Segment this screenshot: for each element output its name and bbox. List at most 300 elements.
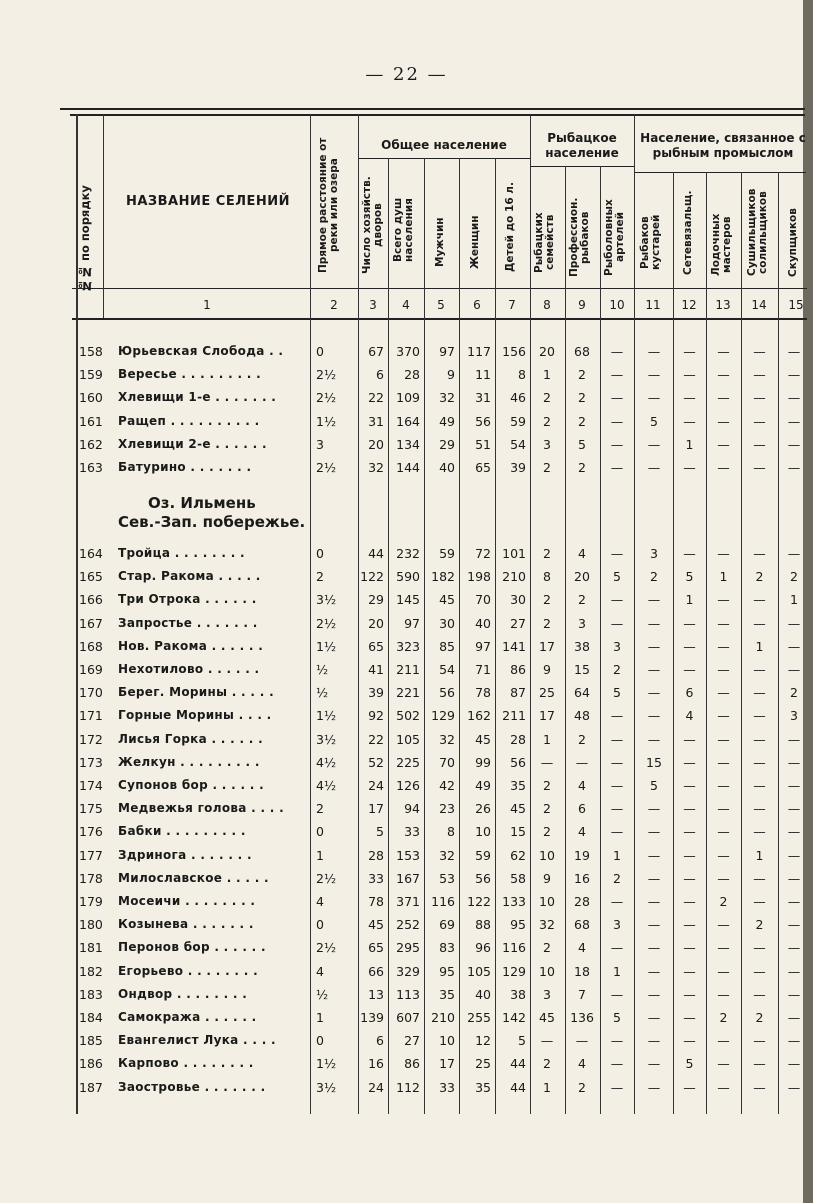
table-cell: 133: [502, 894, 526, 909]
header-buyers: Скупщиков: [787, 208, 799, 277]
table-cell: 6: [578, 801, 586, 817]
table-cell: —: [647, 1033, 661, 1049]
table-cell: 4: [578, 824, 586, 840]
table-cell: 95: [510, 917, 526, 933]
table-cell: —: [787, 1010, 801, 1025]
table-cell: 9: [447, 367, 455, 383]
table-cell: 3: [613, 638, 621, 654]
table-cell: 67: [368, 344, 384, 359]
table-cell: —: [647, 870, 661, 886]
row-number: 178: [79, 870, 103, 886]
table-cell: 59: [439, 546, 455, 561]
table-cell: —: [683, 662, 696, 677]
table-cell: 1: [316, 847, 324, 863]
table-cell: —: [787, 824, 801, 840]
table-cell: 144: [396, 460, 420, 475]
table-cell: —: [787, 344, 801, 359]
table-cell: —: [717, 344, 730, 359]
table-cell: 10: [539, 894, 555, 909]
table-cell: —: [753, 731, 766, 747]
table-cell: 1½: [316, 413, 337, 429]
row-number: 167: [79, 615, 103, 631]
table-cell: 2: [613, 662, 621, 677]
table-cell: —: [647, 917, 661, 933]
table-cell: —: [610, 460, 624, 475]
table-cell: 10: [439, 1033, 455, 1049]
table-cell: 38: [510, 986, 526, 1002]
table-cell: 35: [439, 986, 455, 1002]
header-boat: Лодочных мастеров: [710, 213, 733, 277]
settlement-name: Милославское . . . . .: [118, 870, 269, 885]
header-fish-families: Рыбацких семейств: [533, 212, 556, 273]
table-cell: —: [610, 801, 624, 817]
table-row: [0, 588, 813, 612]
table-cell: 16: [574, 870, 590, 886]
table-row: [0, 936, 813, 960]
table-cell: —: [683, 1010, 696, 1025]
table-cell: —: [683, 413, 696, 429]
table-cell: 39: [368, 685, 384, 701]
table-cell: —: [610, 592, 624, 608]
table-cell: 16: [368, 1056, 384, 1072]
general-group-rule: [358, 158, 530, 159]
table-cell: —: [753, 754, 766, 770]
table-cell: 5: [518, 1033, 526, 1049]
row-number: 183: [79, 986, 103, 1002]
table-cell: 5: [685, 569, 694, 585]
table-cell: 2: [578, 413, 586, 429]
table-cell: —: [647, 894, 661, 909]
settlement-name: Горные Морины . . . .: [118, 708, 272, 723]
table-cell: 13: [368, 986, 384, 1002]
table-cell: 2: [578, 592, 586, 608]
table-cell: 40: [475, 615, 491, 631]
table-cell: —: [610, 367, 624, 383]
table-cell: 145: [396, 592, 420, 608]
table-cell: —: [753, 436, 766, 452]
table-cell: 69: [439, 917, 455, 933]
table-cell: —: [647, 1010, 661, 1025]
settlement-name: Нехотилово . . . . . .: [118, 662, 260, 676]
table-cell: 2: [543, 615, 551, 631]
table-cell: —: [787, 870, 801, 886]
table-cell: 1: [543, 731, 551, 747]
table-cell: 42: [439, 778, 455, 793]
table-cell: —: [610, 778, 624, 793]
table-cell: —: [787, 986, 801, 1002]
settlement-name: Бабки . . . . . . . . .: [118, 824, 246, 839]
table-cell: —: [717, 460, 730, 475]
table-cell: 2: [578, 367, 586, 383]
table-cell: 56: [475, 870, 491, 886]
table-cell: 2: [543, 460, 551, 475]
table-cell: 78: [475, 685, 491, 701]
table-cell: 97: [404, 615, 420, 631]
table-cell: 59: [475, 847, 491, 863]
row-number: 174: [79, 778, 103, 793]
table-cell: —: [647, 662, 661, 677]
table-cell: 24: [368, 1079, 384, 1095]
settlement-name: Батурино . . . . . . .: [118, 460, 252, 474]
settlement-name: Стар. Ракома . . . . .: [118, 569, 261, 584]
table-cell: 2: [543, 1056, 551, 1072]
table-cell: —: [787, 436, 801, 452]
row-number: 169: [79, 662, 103, 677]
table-cell: —: [683, 1033, 696, 1049]
table-cell: —: [647, 824, 661, 840]
header-related: Население, связанное с рыбным промыслом: [640, 131, 806, 160]
header-kustar: Рыбаков кустарей: [639, 214, 662, 271]
table-cell: 0: [316, 344, 324, 359]
table-cell: 2: [719, 894, 728, 909]
table-cell: 28: [404, 367, 420, 383]
table-cell: —: [610, 894, 624, 909]
table-cell: 607: [396, 1010, 420, 1025]
table-row: [0, 1006, 813, 1030]
table-cell: —: [787, 940, 801, 956]
row-number: 163: [79, 460, 103, 475]
table-cell: —: [610, 708, 624, 724]
table-row: [0, 612, 813, 636]
table-row: [0, 913, 813, 937]
table-cell: —: [683, 894, 696, 909]
row-number: 160: [79, 390, 103, 406]
table-cell: 4½: [316, 778, 337, 793]
table-cell: —: [717, 436, 730, 452]
col-number: 11: [645, 298, 661, 312]
table-cell: 46: [510, 390, 526, 406]
settlement-name: Заостровье . . . . . . .: [118, 1079, 266, 1094]
table-row: [0, 890, 813, 914]
table-cell: 3: [578, 615, 586, 631]
table-cell: 32: [439, 847, 455, 863]
table-cell: —: [540, 754, 554, 770]
table-cell: 26: [475, 801, 491, 817]
table-cell: —: [647, 801, 661, 817]
table-cell: 4: [316, 894, 324, 909]
table-cell: 153: [396, 847, 420, 863]
table-cell: 33: [439, 1079, 455, 1095]
table-cell: 2: [578, 460, 586, 475]
table-cell: 2: [790, 569, 798, 585]
table-cell: —: [717, 847, 730, 863]
table-cell: —: [717, 1079, 730, 1095]
table-cell: —: [717, 778, 730, 793]
table-cell: 141: [502, 638, 526, 654]
table-cell: 116: [431, 894, 455, 909]
table-cell: 49: [439, 413, 455, 429]
table-cell: 134: [396, 436, 420, 452]
table-cell: —: [787, 367, 801, 383]
table-cell: —: [610, 754, 624, 770]
table-cell: 51: [475, 436, 491, 452]
table-row: [0, 456, 813, 480]
table-cell: —: [753, 685, 766, 701]
table-cell: —: [717, 367, 730, 383]
table-cell: 1: [316, 1010, 324, 1025]
table-cell: —: [787, 917, 801, 933]
table-cell: —: [647, 638, 661, 654]
table-cell: —: [683, 546, 696, 561]
row-number: 173: [79, 754, 103, 770]
row-number: 161: [79, 413, 103, 429]
table-cell: —: [717, 917, 730, 933]
table-cell: 3: [613, 917, 621, 933]
table-cell: —: [753, 778, 766, 793]
table-cell: —: [717, 685, 730, 701]
row-number: 186: [79, 1056, 103, 1072]
table-cell: 1½: [316, 638, 337, 654]
table-cell: —: [647, 940, 661, 956]
table-cell: 5: [650, 413, 658, 429]
table-cell: 40: [475, 986, 491, 1002]
table-cell: —: [717, 1056, 730, 1072]
table-cell: 1: [543, 367, 551, 383]
table-cell: —: [753, 708, 766, 724]
table-cell: —: [683, 638, 696, 654]
table-cell: —: [753, 592, 766, 608]
table-cell: —: [683, 367, 696, 383]
table-cell: 94: [404, 801, 420, 817]
table-cell: 1: [613, 963, 621, 979]
table-cell: —: [683, 778, 696, 793]
settlement-name: Ращеп . . . . . . . . . .: [118, 413, 260, 428]
table-cell: —: [753, 367, 766, 383]
table-cell: —: [610, 546, 624, 561]
table-row: [0, 565, 813, 589]
table-cell: —: [683, 986, 696, 1002]
table-cell: —: [647, 460, 661, 475]
table-cell: 8: [447, 824, 455, 840]
table-cell: —: [683, 460, 696, 475]
table-cell: —: [787, 778, 801, 793]
row-number: 185: [79, 1033, 103, 1049]
table-cell: 4: [578, 1056, 586, 1072]
table-cell: —: [787, 546, 801, 561]
table-cell: 122: [467, 894, 491, 909]
table-cell: 4½: [316, 754, 337, 770]
table-cell: 17: [439, 1056, 455, 1072]
table-cell: 5: [650, 778, 658, 793]
table-cell: —: [787, 615, 801, 631]
table-cell: —: [647, 1056, 661, 1072]
table-cell: 11: [475, 367, 491, 383]
settlement-name: Лисья Горка . . . . . .: [118, 731, 263, 746]
table-cell: 129: [431, 708, 455, 724]
row-number: 175: [79, 801, 103, 817]
table-cell: 211: [502, 708, 526, 724]
table-cell: 20: [368, 615, 384, 631]
table-cell: 17: [368, 801, 384, 817]
table-cell: 1: [755, 847, 764, 863]
table-cell: —: [787, 1056, 801, 1072]
table-cell: 54: [510, 436, 526, 452]
table-cell: —: [647, 344, 661, 359]
table-cell: —: [717, 824, 730, 840]
table-cell: 5: [613, 1010, 621, 1025]
table-cell: 41: [368, 662, 384, 677]
table-cell: 105: [396, 731, 420, 747]
table-cell: —: [717, 546, 730, 561]
table-cell: —: [787, 390, 801, 406]
table-row: [0, 774, 813, 798]
table-cell: 35: [510, 778, 526, 793]
table-cell: 72: [475, 546, 491, 561]
table-cell: —: [683, 917, 696, 933]
table-cell: 40: [439, 460, 455, 475]
settlement-name: Хлевищи 2-е . . . . . .: [118, 436, 267, 451]
table-cell: 210: [431, 1010, 455, 1025]
settlement-name: Тройца . . . . . . . .: [118, 546, 245, 560]
table-cell: 0: [316, 917, 324, 933]
table-cell: 122: [360, 569, 384, 585]
table-cell: 109: [396, 390, 420, 406]
table-cell: —: [647, 847, 661, 863]
row-number: 170: [79, 685, 103, 701]
header-distance: Прямое расстояние от реки или озера: [317, 137, 340, 273]
table-cell: —: [683, 824, 696, 840]
table-cell: 28: [368, 847, 384, 863]
table-cell: —: [787, 847, 801, 863]
table-cell: 2: [316, 801, 324, 817]
table-cell: —: [753, 824, 766, 840]
table-cell: 139: [360, 1010, 384, 1025]
table-cell: —: [753, 390, 766, 406]
table-cell: 56: [475, 413, 491, 429]
settlement-name: Берег. Морины . . . . .: [118, 685, 274, 700]
table-cell: —: [647, 615, 661, 631]
table-cell: 116: [502, 940, 526, 956]
table-cell: 198: [467, 569, 491, 585]
row-number: 176: [79, 824, 103, 840]
table-cell: 33: [368, 870, 384, 886]
table-cell: —: [753, 1056, 766, 1072]
settlement-name: Козынева . . . . . . .: [118, 917, 254, 932]
table-cell: 45: [510, 801, 526, 817]
row-number: 177: [79, 847, 103, 863]
table-cell: 2½: [316, 367, 337, 383]
table-cell: 3: [790, 708, 798, 724]
col-number: 14: [751, 298, 767, 312]
table-cell: 62: [510, 847, 526, 863]
settlement-name: Вересье . . . . . . . . .: [118, 367, 261, 382]
table-cell: 2½: [316, 615, 337, 631]
table-cell: 5: [613, 685, 621, 701]
table-cell: —: [610, 390, 624, 406]
table-cell: 71: [475, 662, 491, 677]
table-cell: —: [610, 615, 624, 631]
col-number: 10: [609, 298, 625, 312]
table-cell: —: [610, 986, 624, 1002]
table-cell: 2: [543, 778, 551, 793]
table-cell: 225: [396, 754, 420, 770]
table-cell: 1: [790, 592, 798, 608]
table-cell: —: [753, 662, 766, 677]
table-cell: 142: [502, 1010, 526, 1025]
col-number: 5: [437, 298, 445, 312]
col-number: 4: [402, 298, 410, 312]
table-cell: 31: [475, 390, 491, 406]
table-cell: 22: [368, 731, 384, 747]
header-netmakers: Сетевязальщ.: [682, 190, 694, 275]
settlement-name: Егорьево . . . . . . . .: [118, 963, 258, 978]
table-cell: —: [647, 731, 661, 747]
table-cell: 49: [475, 778, 491, 793]
table-cell: —: [787, 963, 801, 979]
settlement-name: Три Отрока . . . . . .: [118, 592, 257, 607]
table-cell: 3½: [316, 1079, 337, 1095]
table-cell: 24: [368, 778, 384, 793]
header-children: Детей до 16 л.: [504, 182, 516, 273]
table-cell: 10: [475, 824, 491, 840]
table-cell: 6: [376, 367, 384, 383]
table-cell: 54: [439, 662, 455, 677]
table-cell: 28: [574, 894, 590, 909]
table-row: [0, 340, 813, 364]
table-cell: 2: [719, 1010, 728, 1025]
table-cell: 4: [578, 546, 586, 561]
table-row: [0, 797, 813, 821]
table-cell: 2: [316, 569, 324, 585]
table-cell: —: [647, 390, 661, 406]
table-cell: —: [683, 940, 696, 956]
header-dryers: Сушильщиков солильщиков: [746, 188, 769, 277]
fishing-group-rule: [530, 166, 634, 167]
table-cell: 45: [368, 917, 384, 933]
row-number: 166: [79, 592, 103, 608]
table-cell: 12: [475, 1033, 491, 1049]
table-cell: 70: [475, 592, 491, 608]
table-cell: —: [610, 344, 624, 359]
table-cell: 2: [755, 1010, 764, 1025]
table-cell: —: [753, 1079, 766, 1095]
table-cell: —: [647, 592, 661, 608]
table-cell: 65: [368, 638, 384, 654]
table-cell: —: [753, 344, 766, 359]
table-cell: 66: [368, 963, 384, 979]
table-cell: 30: [510, 592, 526, 608]
table-cell: —: [610, 1056, 624, 1072]
table-cell: —: [610, 940, 624, 956]
table-cell: 136: [570, 1010, 594, 1025]
row-number: 172: [79, 731, 103, 747]
row-number: 171: [79, 708, 103, 724]
table-cell: 3: [543, 986, 551, 1002]
table-cell: 182: [431, 569, 455, 585]
table-cell: 65: [368, 940, 384, 956]
table-cell: —: [717, 708, 730, 724]
table-cell: —: [753, 1033, 766, 1049]
table-cell: 59: [510, 413, 526, 429]
table-cell: 2: [650, 569, 658, 585]
table-cell: —: [717, 801, 730, 817]
table-cell: 3: [316, 436, 324, 452]
table-cell: 4: [578, 940, 586, 956]
settlement-name: Запростье . . . . . . .: [118, 615, 258, 630]
table-row: [0, 1076, 813, 1100]
table-cell: 56: [510, 754, 526, 770]
table-cell: —: [753, 870, 766, 886]
table-cell: —: [717, 754, 730, 770]
table-cell: 2: [543, 940, 551, 956]
table-cell: 32: [368, 460, 384, 475]
table-row: [0, 704, 813, 728]
table-cell: 2: [578, 731, 586, 747]
table-cell: 68: [574, 917, 590, 933]
table-cell: —: [647, 963, 661, 979]
table-cell: 10: [539, 963, 555, 979]
table-cell: 35: [475, 1079, 491, 1095]
